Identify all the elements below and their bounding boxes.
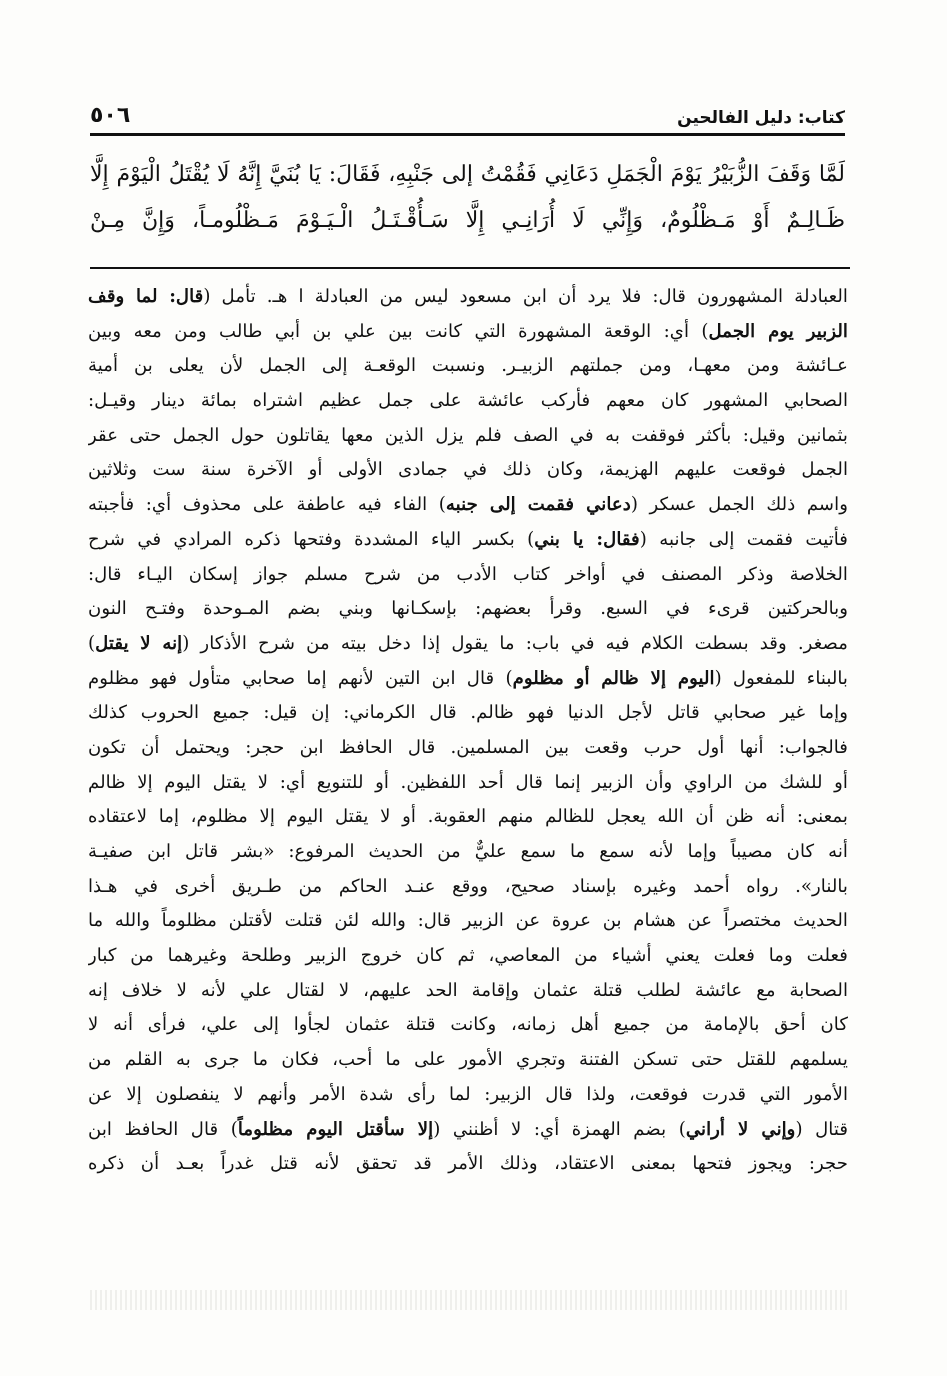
commentary-line: يسلمهم للقتل حتى تسكن الفتنة وتجري الأمور على ما أحب، فكان ما جرى به القلم من	[88, 1049, 848, 1071]
commentary-body	[88, 280, 848, 1182]
commentary-line: مصغر. وقد بسطت الكلام فيه في باب: ما يقول إذا دخل بيته من شرح الأذكار (إنه لا يقتل)	[88, 632, 848, 654]
commentary-line: واسم ذلك الجمل عسكر (دعاني فقمت إلى جنبه) الفاء فيه عاطفة على محذوف أي: فأجبته	[88, 494, 848, 516]
commentary-line: أو للشك من الراوي وأن الزبير إنما قال أحد اللفظين. أو للتنويع أي: لا يقتل اليوم إلا ظالم	[88, 771, 848, 793]
commentary-line: فالجواب: أنها أول حرب وقعت بين المسلمين. قال الحافظ ابن حجر: ويحتمل أن تكون	[88, 736, 848, 758]
header-divider	[90, 133, 845, 136]
commentary-line: العبادلة المشهورون قال: فلا يرد أن ابن مسعود ليس من العبادلة ا هـ. تأمل (قال: لما وقف	[88, 286, 848, 307]
page-header	[90, 92, 845, 128]
commentary-line: الصحابي المشهور كان معهم فأركب عائشة على جمل عظيم اشتراه بمائة دينار وقيـل:	[88, 390, 848, 412]
hadith-line-2: ظَـالِـمٌ أَوْ مَـظْلُومٌ، وَإِنِّي لَا أُرَانِـي إِلَّا سَـأُقْـتَـلُ الْـيَـوْمَ مَـظْلُومـاً، وَإِنَّ مِـنْ	[90, 208, 845, 233]
commentary-line: وبالحركتين قرىء في السبع. وقرأ بعضهم: بإسكـانها وبني بضم المـوحدة وفتـح النون	[88, 598, 848, 620]
hadith-text	[90, 152, 845, 244]
commentary-line: الصحابة مع عائشة لطلب قتلة عثمان وإقامة الحد عليهم، لا لقتال علي لأنه لا خلاف إنه	[88, 979, 848, 1001]
commentary-line: عـائشة ومن معهـا، ومن جملتهم الزبيـر. ونسبت الوقعـة إلى الجمل لأن يعلى بن أمية	[88, 355, 848, 377]
commentary-line: الأمور التي قدرت فوقعت، ولذا قال الزبير: لما رأى شدة الأمر وأنهم لا ينفصلون إلا عن	[88, 1083, 848, 1105]
commentary-line: أنه كان مصيباً وإما لأنه سمع ما سمع عليٌّ من الحديث المرفوع: «بشر قاتل ابن صفيـة	[88, 841, 848, 862]
commentary-line: وإما غير صحابي قاتل لأجل الدنيا فهو ظالم. قال الكرماني: إن قيل: جميع الحروب كذلك	[88, 702, 848, 724]
hadith-line-1: لَمَّا وَقَفَ الزُّبَيْرُ يَوْمَ الْجَمَلِ دَعَانِي فَقُمْتُ إلى جَنْبِهِ، فَقَالَ: يَا بُنَيَّ إِنَّهُ لَا يُقْتَلُ الْيَوْمَ إِلَّا	[90, 162, 845, 187]
commentary-line: بالبناء للمفعول (اليوم إلا ظالم أو مظلوم) قال ابن التين لأنهم إما صحابي متأول فهو مظلوم	[88, 667, 848, 689]
commentary-line: بمعنى: أنه ظن أن الله يعجل للظالم منهم العقوبة. أو لا يقتل اليوم إلا مظلوم، إما لاعتقاده	[88, 806, 848, 828]
commentary-line: فأتيت فقمت إلى جانبه (فقال: يا بني) بكسر الياء المشددة وفتحها ذكره المرادي في شرح	[88, 528, 848, 550]
commentary-line: فعلت وما فعلت يعني أشياء من المعاصي، ثم كان خروج الزبير وطلحة وغيرهما من كبار	[88, 945, 848, 967]
running-title: كتاب: دليل الفالحين	[677, 108, 845, 128]
commentary-line: بالنار». رواه أحمد وغيره بإسناد صحيح، ووقع عنـد الحاكم من طـريق أخرى في هـذا	[88, 875, 848, 897]
commentary-line: بثمانين وقيل: بأكثر فوقفت به في الصف فلم يزل الذين معها يقاتلون حول الجمل حتى عقر	[88, 424, 848, 446]
commentary-line: حجر: ويجوز فتحها بمعنى الاعتقاد، وذلك الأمر قد تحقق لأنه قتل غدراً بعـد أن ذكره	[88, 1153, 848, 1175]
commentary-line: الحديث مختصراً عن هشام بن عروة عن الزبير قال: والله لئن قتلت لأقتلن مظلوماً والله ما	[88, 910, 848, 932]
commentary-line: كان أحق بالإمامة من جميع أهل زمانه، وكانت قتلة عثمان لجأوا إلى علي، فرأى أنه لا	[88, 1014, 848, 1036]
footnote-divider	[90, 267, 850, 269]
commentary-line: الزبير يوم الجمل) أي: الوقعة المشهورة التي كانت بين علي بن أبي طالب ومن معه وبين	[88, 320, 848, 342]
scan-artifact	[90, 1290, 850, 1310]
commentary-line: الخلاصة وذكر المصنف في أواخر كتاب الأدب من شرح مسلم جواز إسكان اليـاء قال:	[88, 563, 848, 585]
commentary-line: الجمل فوقعت عليهم الهزيمة، وكان ذلك في جمادى الأولى أو الآخرة سنة ست وثلاثين	[88, 459, 848, 481]
page-number: ٥٠٦	[90, 103, 131, 128]
commentary-line: قتال (وإني لا أراني) بضم الهمزة أي: لا أظنني (إلا سأقتل اليوم مظلوماً) قال الحافظ ابن	[88, 1118, 848, 1140]
